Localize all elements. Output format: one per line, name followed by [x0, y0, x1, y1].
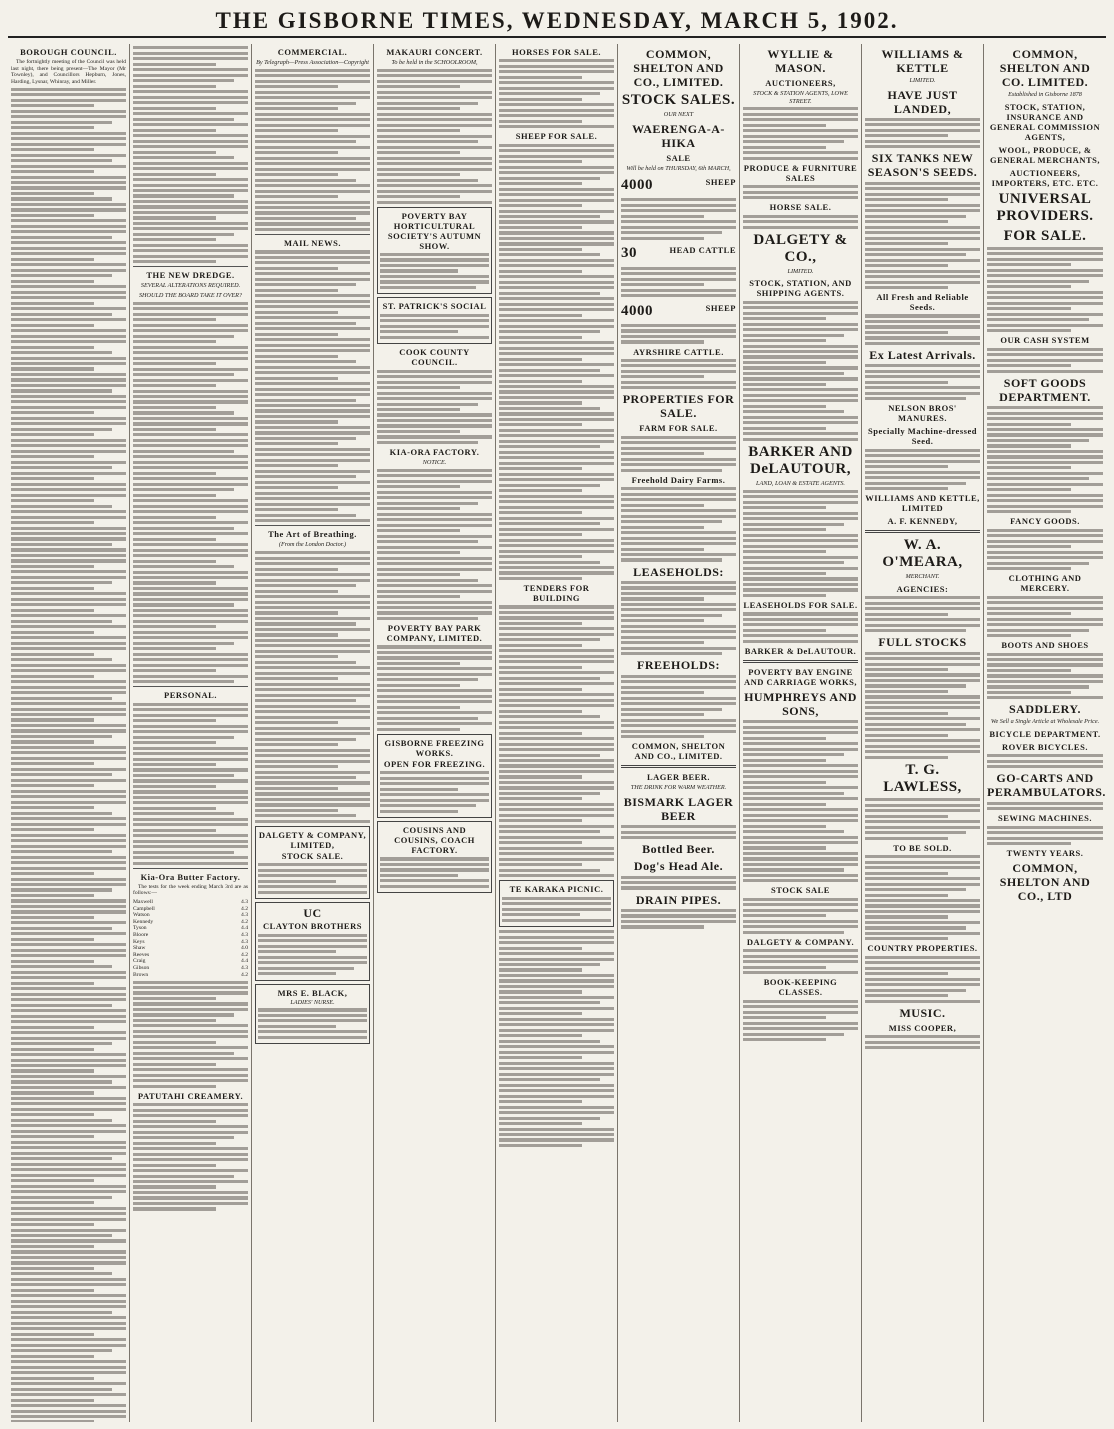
st-patricks-ad: ST. PATRICK'S SOCIAL	[377, 297, 492, 344]
makauri-concert-heading: MAKAURI CONCERT.	[386, 47, 483, 57]
drain-pipes-heading: DRAIN PIPES.	[635, 892, 722, 907]
stock-station-sub: STOCK & STATION AGENTS, LOWE STREET.	[753, 90, 848, 105]
clothing-heading: CLOTHING AND MERCERY.	[1008, 573, 1082, 594]
leaseholds-heading: LEASEHOLDS:	[633, 564, 724, 579]
williams-kettle-2: WILLIAMS AND KETTLE, LIMITED	[865, 493, 980, 514]
merchant-sub: MERCHANT.	[905, 573, 940, 581]
table-row: Gibson 4.3	[133, 964, 248, 971]
patutahi-heading: PATUTAHI CREAMERY.	[137, 1090, 244, 1101]
sheep-for-sale-heading: SHEEP FOR SALE.	[515, 131, 598, 142]
sheep-count-2: 4000	[621, 302, 653, 319]
stock-sales-heading: STOCK SALES.	[621, 92, 736, 108]
williams-kettle-limited: LIMITED.	[909, 77, 936, 84]
table-row: Kennedy 4.2	[133, 918, 248, 925]
commission-agents-heading: STOCK, STATION, INSURANCE AND GENERAL COMMISSION AGENTS,	[989, 101, 1101, 142]
have-just-landed-heading: HAVE JUST LANDED,	[887, 87, 958, 116]
column-5	[496, 44, 618, 1422]
williams-kettle-heading: WILLIAMS & KETTLE	[881, 47, 964, 75]
coach-factory-ad: COUSINS AND COUSINS, COACH FACTORY.	[377, 821, 492, 893]
book-keeping-heading: BOOK-KEEPING CLASSES.	[763, 977, 838, 998]
common-shelton-heading: COMMON, SHELTON AND CO., LIMITED.	[633, 47, 724, 89]
horticultural-ad: POVERTY BAY HORTICULTURAL SOCIETY'S AUTUMN SHOW.	[377, 207, 492, 295]
produce-furniture-heading: PRODUCE & FURNITURE SALES	[743, 162, 858, 183]
column-2	[130, 44, 252, 1422]
art-of-breathing-heading: The Art of Breathing.	[268, 529, 357, 540]
park-company-heading: POVERTY BAY PARK COMPANY, LIMITED.	[386, 623, 483, 644]
new-dredge-sub2: SHOULD THE BOARD TAKE IT OVER?	[138, 291, 243, 299]
fancy-goods-heading: FANCY GOODS.	[1010, 516, 1080, 527]
table-row: Tyson 4.4	[133, 925, 248, 932]
freeholds-heading: FREEHOLDS:	[636, 658, 720, 673]
music-heading: MUSIC.	[899, 1005, 946, 1020]
borough-council-intro: The fortnightly meeting of the Council was held last night, there being present—The Mayor (Mr Townley), and Councillors Hepburn, Jones, Harding, Lysnar, Whinray, and Miller.	[11, 59, 126, 85]
makauri-concert-sub: To be held in the SCHOOLROOM,	[391, 59, 478, 66]
table-row: Brown 4.2	[133, 971, 248, 978]
agencies-heading: AGENCIES:	[896, 583, 949, 594]
table-row: Keys 4.3	[133, 938, 248, 945]
engine-works-heading: POVERTY BAY ENGINE AND CARRIAGE WORKS,	[743, 666, 857, 687]
commercial-heading: COMMERCIAL.	[277, 47, 348, 57]
butter-tests-table	[133, 899, 248, 978]
ayrshire-heading: AYRSHIRE CATTLE.	[633, 346, 724, 357]
nelson-bros-heading: NELSON BROS' MANURES.	[888, 403, 957, 424]
column-8	[862, 44, 984, 1422]
barker-delautour-2: BARKER & DeLAUTOUR.	[744, 645, 857, 656]
table-row: Bloore 4.3	[133, 931, 248, 938]
go-carts-heading: GO-CARTS AND PERAMBULATORS.	[987, 771, 1106, 800]
wool-produce-heading: WOOL, PRODUCE, & GENERAL MERCHANTS,	[989, 144, 1101, 165]
cattle-count: 30	[621, 245, 637, 262]
table-row: Reeves 4.2	[133, 951, 248, 958]
column-6	[618, 44, 740, 1422]
dairy-farms-heading: Freehold Dairy Farms.	[631, 474, 726, 485]
latest-arrivals-heading: Ex Latest Arrivals.	[869, 348, 976, 362]
lager-beer-heading: LAGER BEER.	[646, 772, 711, 783]
country-properties-heading: COUNTRY PROPERTIES.	[867, 943, 978, 954]
stock-sale-heading-2: STOCK SALE	[771, 885, 830, 896]
common-shelton-col9-heading: COMMON, SHELTON AND CO. LIMITED.	[999, 47, 1091, 89]
masthead: THE GISBORNE TIMES, WEDNESDAY, MARCH 5, 1902.	[8, 6, 1106, 38]
art-of-breathing-sub: (From the London Doctor.)	[278, 541, 347, 549]
dalgety-company-2: DALGETY & COMPANY.	[746, 936, 855, 947]
for-sale-heading: FOR SALE.	[1003, 227, 1087, 244]
kia-ora-heading: Kia-Ora Butter Factory.	[140, 871, 241, 882]
commercial-sub: By Telegraph—Press Association—Copyright	[256, 59, 369, 66]
waerenga-heading: WAERENGA-A-HIKA	[632, 121, 725, 150]
sewing-machines-heading: SEWING MACHINES.	[998, 813, 1092, 824]
humphreys-heading: HUMPHREYS AND SONS,	[744, 689, 857, 718]
new-dredge-heading: THE NEW DREDGE.	[146, 270, 235, 281]
established-sub: Established in Gisborne 1878	[1008, 91, 1082, 98]
nurse-ad: MRS E. BLACK, LADIES' NURSE.	[255, 984, 370, 1045]
twenty-years: TWENTY YEARS.	[1006, 848, 1084, 859]
land-loan-sub: LAND, LOAN & ESTATE AGENTS.	[756, 479, 845, 487]
column-4	[374, 44, 496, 1422]
sheep-count-1: 4000	[621, 177, 653, 193]
common-shelton-footer: COMMON, SHELTON AND CO., LTD	[999, 861, 1091, 904]
bicycle-heading: BICYCLE DEPARTMENT.	[989, 728, 1101, 739]
horse-sale-heading: HORSE SALE.	[769, 202, 832, 213]
our-next: OUR NEXT	[663, 111, 694, 118]
column-7	[740, 44, 862, 1422]
table-row: Craig 4.4	[133, 958, 248, 965]
personal-heading: PERSONAL.	[164, 690, 217, 701]
body-text-block	[11, 88, 126, 1422]
common-shelton-heading-2: COMMON, SHELTON AND CO., LIMITED.	[631, 741, 726, 762]
dalgety-agents: STOCK, STATION, AND SHIPPING AGENTS.	[749, 278, 852, 299]
table-row: Campbell 4.2	[133, 905, 248, 912]
new-dredge-sub: SEVERAL ALTERATIONS REQUIRED.	[140, 282, 241, 290]
kennedy-name: A. F. KENNEDY,	[887, 516, 958, 527]
table-row: Shaw 4.0	[133, 945, 248, 952]
cash-system-heading: OUR CASH SYSTEM	[1000, 335, 1090, 346]
leaseholds-sale-heading: LEASEHOLDS FOR SALE.	[743, 600, 858, 611]
horses-for-sale-heading: HORSES FOR SALE.	[511, 47, 601, 57]
tenders-heading: TENDERS FOR BUILDING	[523, 583, 590, 604]
te-karaka-ad: TE KARAKA PICNIC.	[499, 880, 614, 927]
auctioneers-importers-heading: AUCTIONEERS, IMPORTERS, ETC. ETC.	[991, 167, 1099, 188]
auctioneers-heading: AUCTIONEERS,	[765, 78, 836, 88]
clayton-ad: UC CLAYTON BROTHERS	[255, 902, 370, 980]
lawless-heading: T. G. LAWLESS,	[883, 761, 962, 795]
sale-label: SALE	[666, 152, 691, 163]
wyllie-mason-heading: WYLLIE & MASON.	[767, 47, 834, 75]
bismark-heading: BISMARK LAGER BEER	[623, 794, 734, 823]
fresh-seeds-heading: All Fresh and Reliable Seeds.	[876, 292, 969, 313]
boots-shoes-heading: BOOTS AND SHOES	[1001, 640, 1089, 651]
properties-heading: PROPERTIES FOR SALE.	[622, 392, 735, 421]
column-3	[252, 44, 374, 1422]
mail-news-heading: MAIL NEWS.	[284, 238, 341, 249]
cattle-label: HEAD CATTLE	[669, 245, 736, 256]
sheep-label-1: SHEEP	[705, 177, 736, 187]
dalgety-heading: DALGETY & CO.,	[753, 231, 848, 265]
dogs-head-heading: Dog's Head Ale.	[633, 859, 724, 874]
kia-ora-factory-heading: KIA-ORA FACTORY.	[389, 446, 480, 457]
columns	[8, 44, 1106, 1422]
soft-goods-heading: SOFT GOODS DEPARTMENT.	[999, 375, 1091, 404]
bottled-beer-heading: Bottled Beer.	[642, 842, 715, 857]
saddlery-heading: SADDLERY.	[1009, 702, 1081, 717]
kia-ora-notice: NOTICE.	[422, 458, 447, 466]
borough-council-heading: BOROUGH COUNCIL.	[20, 47, 117, 57]
table-row: Watson 4.3	[133, 912, 248, 919]
barker-delautour-heading: BARKER AND DeLAUTOUR,	[748, 443, 853, 477]
full-stocks-heading: FULL STOCKS	[878, 635, 967, 650]
rover-bicycles: ROVER BICYCLES.	[1002, 741, 1088, 752]
sheep-label-2: SHEEP	[705, 302, 736, 313]
to-be-sold-heading: TO BE SOLD.	[893, 842, 952, 853]
wholesale-price-sub: We Sell a Single Article at Wholesale Price.	[990, 718, 1100, 726]
newspaper-page	[8, 6, 1106, 1422]
dalgety-ad: DALGETY & COMPANY, LIMITED, STOCK SALE.	[255, 826, 370, 899]
lager-beer-sub: THE DRINK FOR WARM WEATHER.	[630, 784, 727, 792]
freezing-works-ad: GISBORNE FREEZING WORKS. OPEN FOR FREEZING.	[377, 734, 492, 818]
column-9	[984, 44, 1106, 1422]
column-1	[8, 44, 130, 1422]
sale-date: Will be held on THURSDAY, 6th MARCH,	[626, 164, 731, 172]
omeara-heading: W. A. O'MEARA,	[882, 537, 963, 571]
universal-providers-heading: UNIVERSAL PROVIDERS.	[996, 190, 1094, 224]
kia-ora-intro: The tests for the week ending March 3rd are as follows:—	[133, 883, 248, 897]
table-row: Maxwell 4.3	[133, 899, 248, 905]
dalgety-limited: LIMITED.	[787, 267, 814, 275]
miss-cooper: MISS COOPER,	[888, 1022, 957, 1033]
six-tanks-heading: SIX TANKS NEW SEASON'S SEEDS.	[867, 151, 978, 180]
cook-county-heading: COOK COUNTY COUNCIL.	[399, 347, 470, 368]
farm-for-sale-heading: FARM FOR SALE.	[639, 423, 718, 434]
machine-dressed-heading: Specially Machine-dressed Seed.	[868, 426, 977, 447]
